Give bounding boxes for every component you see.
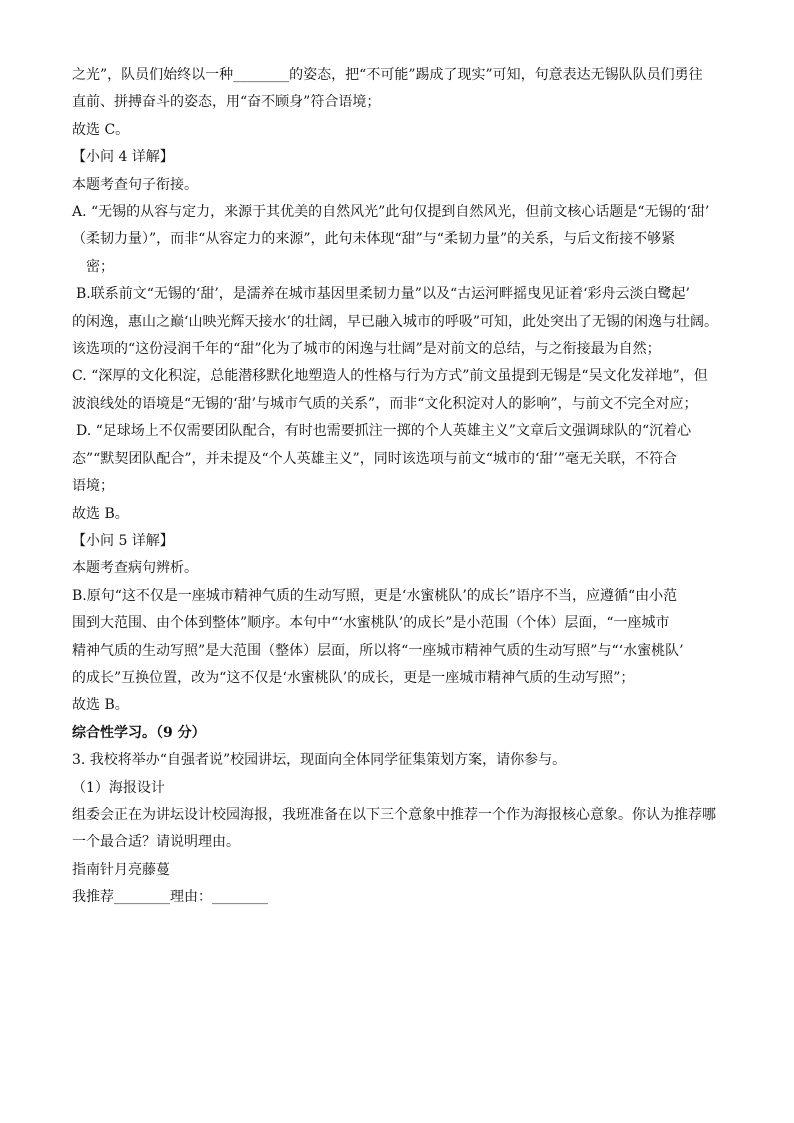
text-line: 的成长”互换位置，改为“这不仅是‘水蜜桃队’的成长，更是一座城市精神气质的生动写照”； (72, 669, 635, 686)
text-line: 精神气质的生动写照”是大范围（整体）层面，所以将“一座城市精神气质的生动写照”与“‘水蜜桃队’ (72, 642, 684, 659)
section-heading: 【小问 5 详解】 (72, 532, 174, 549)
text-line: D. “足球场上不仅需要团队配合，有时也需要抓注一掷的个人英雄主义”文章后文强调球队的“沉着心 (76, 423, 692, 440)
subquestion-label: （1）海报设计 (72, 779, 165, 796)
text-line: （柔韧力量）”，而非“从容定力的来源”，此句未体现“甜”与“柔韧力量”的关系，与后文衔接不够紧 (72, 231, 676, 248)
text-line: 之光”，队员们始终以一种________的姿态，把“不可能”踢成了现实”可知，句意表达无锡队队员们勇往 (72, 67, 703, 83)
question-text: 组委会正在为讲坛设计校园海报，我班准备在以下三个意象中推荐一个作为海报核心意象。你认为推荐哪 (72, 806, 716, 823)
text-line: 密； (86, 258, 114, 275)
text-line: 故选 B。 (72, 697, 129, 714)
text-line: 故选 C。 (72, 121, 130, 138)
text-line: 该选项的“这份浸润千年的“甜”化为了城市的闲逸与壮阔”是对前文的总结，与之衔接最为自然； (72, 341, 661, 358)
answer-line: 我推荐________理由：________ (72, 889, 268, 906)
options-line: 指南针月亮藤蔓 (72, 861, 170, 878)
text-line: 态”“默契团队配合”，并未提及“个人英雄主义”，同时该选项与前文“城市的‘甜’”毫无关联，不符合 (72, 450, 677, 467)
section-heading: 【小问 4 详解】 (72, 149, 174, 166)
text-line: 的闲逸，惠山之巅‘山映光辉天接水’的壮阔，早已融入城市的呼吸”可知，此处突出了无锡的闲逸与壮阔。 (72, 313, 719, 330)
document-body (72, 62, 732, 912)
text-line: 本题考查句子衔接。 (72, 176, 198, 193)
section-title: 综合性学习。（9 分） (72, 724, 206, 741)
text-line: 波浪线处的语境是“无锡的‘甜’与城市气质的关系”，而非“文化积淀对人的影响”，与前文不完全对应； (72, 395, 698, 412)
text-line: A. “无锡的从容与定力，来源于其优美的自然风光”此句仅提到自然风光，但前文核心话题是“无锡的‘甜’ (72, 204, 710, 221)
text-line: 故选 B。 (72, 505, 129, 522)
text-line: B.联系前文“无锡的‘甜’，是濡养在城市基因里柔韧力量”以及“古运河畔摇曳见证着‘彩舟云淡白鹭起’ (76, 286, 691, 303)
text-line: 围到大范围、由个体到整体”顺序。本句中“‘水蜜桃队’的成长”是小范围（个体）层面，“一座城市 (72, 615, 670, 632)
text-line: 语境； (72, 478, 114, 495)
question-text: 3. 我校将举办“自强者说”校园讲坛，现面向全体同学征集策划方案，请你参与。 (72, 752, 567, 769)
text-line: 本题考查病句辨析。 (72, 560, 198, 577)
text-line: B.原句“这不仅是一座城市精神气质的生动写照，更是‘水蜜桃队’的成长”语序不当，应遵循“由小范 (72, 587, 678, 604)
text-line: 直前、拼搏奋斗的姿态，用“奋不顾身”符合语境； (72, 94, 381, 111)
text-line: C. “深厚的文化积淀，总能潜移默化地塑造人的性格与行为方式”前文虽提到无锡是“吴文化发祥地”，但 (72, 368, 708, 385)
question-text: 一个最合适？请说明理由。 (72, 834, 240, 851)
